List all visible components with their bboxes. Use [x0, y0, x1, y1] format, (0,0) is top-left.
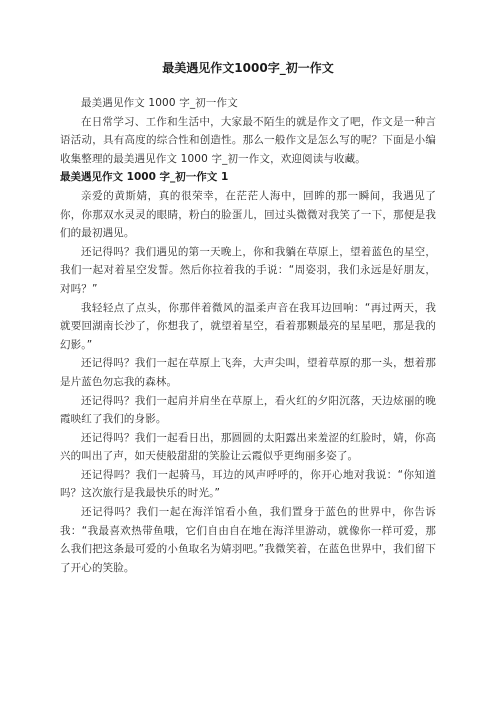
body-paragraph: 我轻轻点了点头，你那伴着微风的温柔声音在我耳边回响：“再过两天，我就要回湖南长沙了，你想我了，就望着星空，看着那颗最亮的星星吧，那是我的幻影。”	[60, 301, 436, 351]
body-paragraph: 还记得吗？我们一起在海洋馆看小鱼，我们置身于蓝色的世界中，你告诉我：“我最喜欢热带鱼哦，它们自由自在地在海洋里游动，就像你一样可爱，那么我们把这条最可爱的小鱼取名为婧羽吧。”我微笑着，在蓝色世界中，我们留下了开心的笑脸。	[60, 506, 436, 574]
document-title: 最美遇见作文1000字_初一作文	[162, 61, 334, 75]
body-paragraph: 还记得吗？我们一起肩并肩坐在草原上，看火红的夕阳沉落，天边炫丽的晚霞映红了我们的身影。	[60, 394, 436, 426]
body-paragraph: 还记得吗？我们一起看日出，那圆圆的太阳露出来羞涩的红脸时，婧，你高兴的叫出了声，如天使般甜甜的笑脸让云霞似乎更绚丽多姿了。	[60, 431, 436, 463]
body-paragraph: 还记得吗？我们一起在草原上飞奔，大声尖叫，望着草原的那一头，想着那是片蓝色勿忘我的森林。	[60, 357, 436, 388]
intro-paragraph: 在日常学习、工作和生活中，大家最不陌生的就是作文了吧，作文是一种言语活动，具有高度的综合性和创造性。那么一般作文是怎么写的呢？下面是小编收集整理的最美遇见作文 1000 字_初一作文，欢迎阅读与收藏。	[60, 115, 436, 165]
body-paragraph: 还记得吗？我们遇见的第一天晚上，你和我躺在草原上，望着蓝色的星空，我们一起对着星空发誓。然后你拉着我的手说：“周姿羽，我们永远是好朋友，对吗？”	[60, 245, 436, 295]
section-heading: 最美遇见作文 1000 字_初一作文 1	[60, 171, 229, 184]
intro-title: 最美遇见作文 1000 字_初一作文	[81, 97, 238, 109]
body-paragraph: 亲爱的黄斯婧，真的很荣幸，在茫茫人海中，回眸的那一瞬间，我遇见了你，你那双水灵灵的眼睛，粉白的脸蛋儿，回过头微微对我笑了一下，那便是我们的最初遇见。	[60, 189, 436, 240]
document-body	[60, 94, 436, 577]
body-paragraph: 还记得吗？我们一起骑马，耳边的风声呼呼的，你开心地对我说：“你知道吗？这次旅行是我最快乐的时光。”	[60, 468, 436, 500]
